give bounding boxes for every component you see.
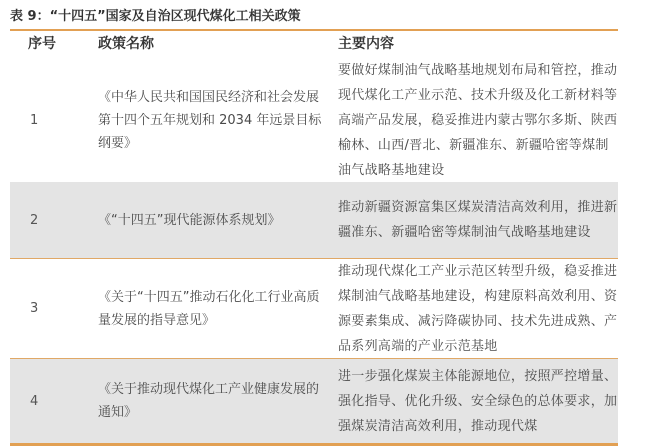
table-row <box>10 258 618 358</box>
table-header <box>10 31 618 58</box>
policy-content: 推动新疆资源富集区煤炭清洁高效利用，推进新疆准东、新疆哈密等煤制油气战略基地建设 <box>338 200 618 240</box>
row-number: 3 <box>30 301 39 316</box>
policy-content: 进一步强化煤炭主体能源地位，按照严控增量、强化指导、优化升级、安全绿色的总体要求，加强煤炭清洁高效利用，推动现代煤 <box>338 368 618 434</box>
row-number: 1 <box>30 112 39 128</box>
policy-name: 《关于“十四五”推动石化化工行业高质量发展的指导意见》 <box>98 289 320 328</box>
policy-name: 《关于推动现代煤化工产业健康发展的通知》 <box>98 382 320 420</box>
policy-content: 推动现代煤化工产业示范区转型升级，稳妥推进煤制油气战略基地建设，构建原料高效利用、资源要素集成、减污降碳协同、技术先进成熟、产品系列高端的产业示范基地 <box>338 263 618 354</box>
policy-name: 《“十四五”现代能源体系规划》 <box>98 212 281 228</box>
table-row <box>10 358 618 443</box>
header-col-name: 政策名称 <box>98 36 154 52</box>
table-caption: 表 9：“十四五”国家及自治区现代煤化工相关政策 <box>10 9 301 24</box>
header-col-content: 主要内容 <box>338 36 394 52</box>
row-number: 4 <box>30 393 39 409</box>
row-number: 2 <box>30 212 39 228</box>
table-bottom-rule <box>10 443 618 446</box>
policy-name: 《中华人民共和国国民经济和社会发展第十四个五年规划和 2034 年远景目标纲要》 <box>98 89 322 151</box>
policy-content: 要做好煤制油气战略基地规划布局和管控，推动现代煤化工产业示范、技术升级及化工新材料等高端产品发展，稳妥推进内蒙古鄂尔多斯、陕西榆林、山西/晋北、新疆准东、新疆哈密等煤制油气战略基地建设 <box>338 62 618 178</box>
table-row <box>10 182 618 258</box>
table-row <box>10 58 618 182</box>
header-col-no: 序号 <box>28 36 56 52</box>
